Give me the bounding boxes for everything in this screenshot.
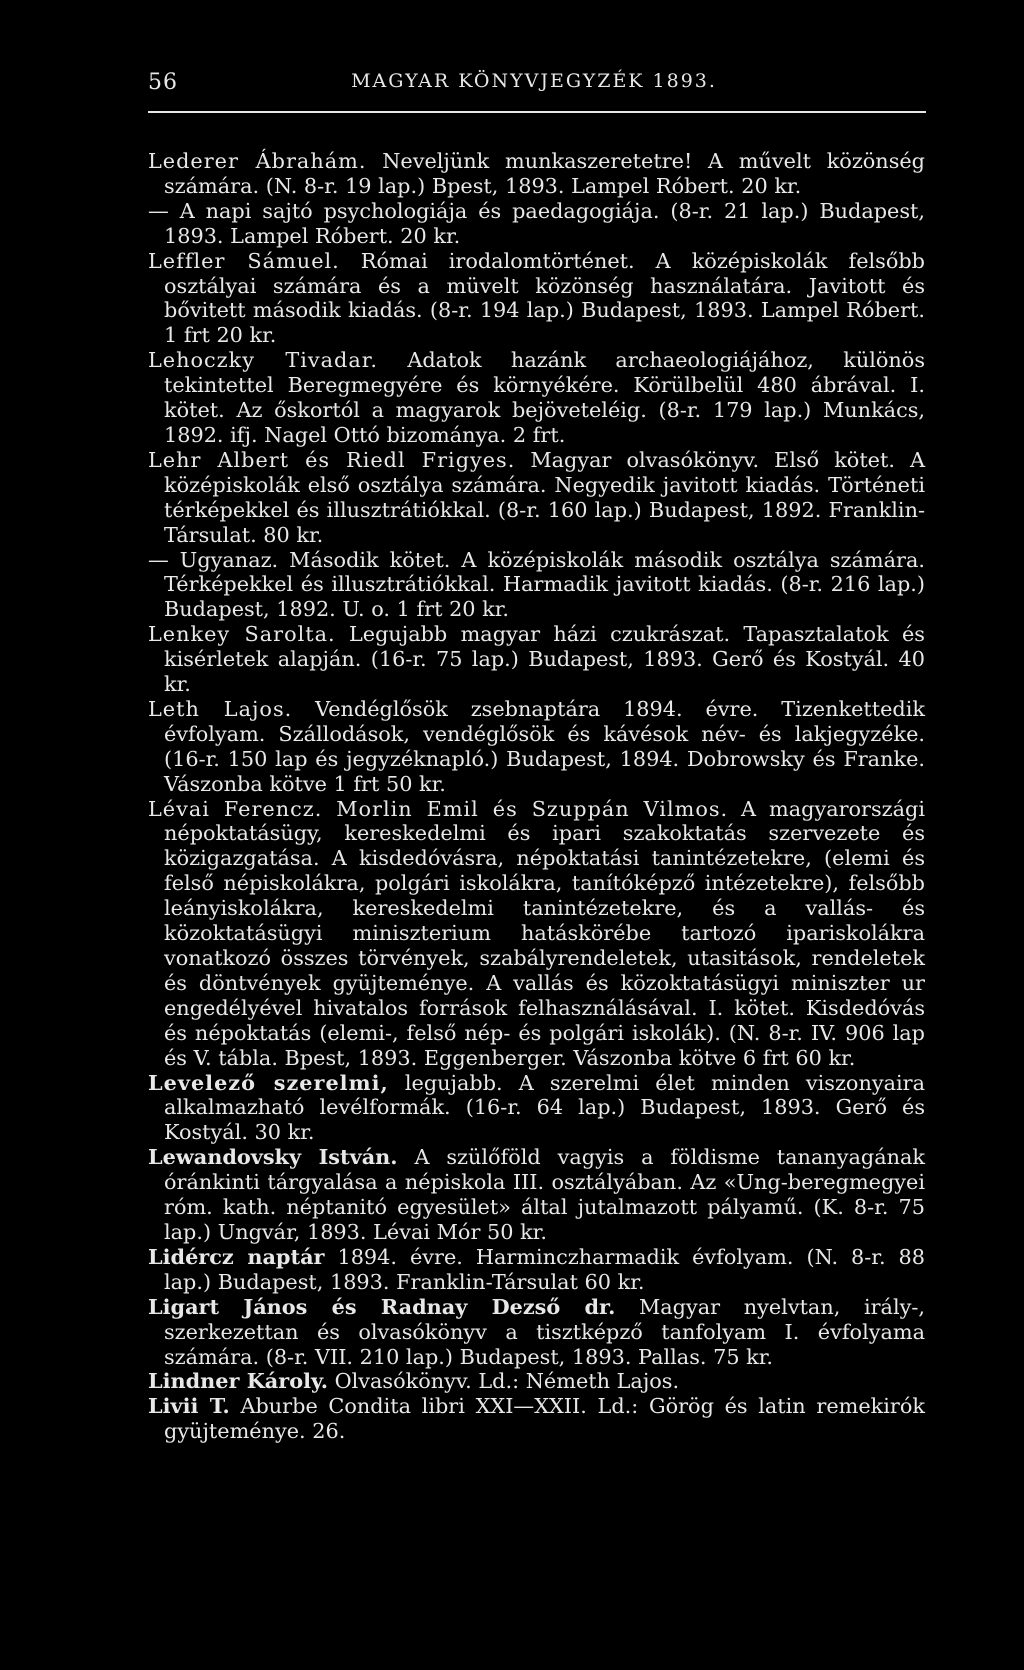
catalog-entry <box>148 548 925 623</box>
entry-author: Levelező szerelmi, <box>148 1069 389 1095</box>
entry-author: Lidércz naptár <box>148 1243 325 1269</box>
entry-text: Vendéglősök zsebnaptára 1894. évre. Tizenkettedik évfolyam. Szállodások, vendéglősök és kávésok név- és lakjegyzéke. (16-r. 150 lap és jegyzéknapló.) Budapest, 1894. Dobrowsky és Franke. Vászonba kötve 1 frt 50 kr. <box>164 696 925 796</box>
entry-author: Leffler Sámuel. <box>148 248 340 273</box>
entry-author: Leth Lajos. <box>148 696 293 721</box>
catalog-entry <box>148 249 925 349</box>
entry-author: — A napi sajtó psychologiája és paedagogiája. <box>148 198 660 223</box>
page-number: 56 <box>148 70 178 95</box>
catalog-entry <box>148 1071 925 1146</box>
entry-author: Lindner Károly. <box>148 1368 328 1394</box>
catalog-entry <box>148 797 925 1071</box>
entry-text: legujabb. A szerelmi élet minden viszonyaira alkalmazható levélformák. (16-r. 64 lap.) Budapest, 1893. Gerő és Kostyál. 30 kr. <box>164 1070 925 1145</box>
catalog-entry <box>148 199 925 249</box>
entry-text: (8-r. 21 lap.) Budapest, 1893. Lampel Róbert. 20 kr. <box>164 198 925 248</box>
catalog-entry <box>148 448 925 548</box>
catalog-entry <box>148 1394 925 1444</box>
entry-author: Ligart János és Radnay Dezső dr. <box>148 1293 616 1319</box>
catalog-entry <box>148 1369 925 1394</box>
entry-text: Aburbe Condita libri XXI—XXII. Ld.: Görög és latin remekirók gyüjteménye. 26. <box>164 1394 925 1444</box>
entry-author: Lehoczky Tivadar. <box>148 348 378 373</box>
entry-text: Második kötet. A középiskolák második osztálya számára. Térképekkel és illusztrátiókkal. Harmadik javitott kiadás. (8-r. 216 lap.) Budapest, 1892. U. o. 1 frt 20 kr. <box>164 547 925 622</box>
entry-author: Lederer Ábrahám. <box>148 149 367 173</box>
entry-author: Lévai Ferencz. Morlin Emil és Szuppán Vilmos. <box>148 796 729 821</box>
running-header <box>148 70 920 100</box>
entry-text: Adatok hazánk archaeologiájához, különös tekintettel Beregmegyére és környékére. Körülbelül 480 ábrával. I. kötet. Az őskortól a magyarok bejöveteléig. (8-r. 179 lap.) Munkács, 1892. ifj. Nagel Ottó bizománya. 2 frt. <box>164 348 926 447</box>
entry-author: — Ugyanaz. <box>148 547 279 572</box>
catalog-entry <box>148 149 925 199</box>
entry-text: Római irodalomtörténet. A középiskolák felsőbb osztályai számára és a müvelt közönség használatára. Javitott és bővitett második kiadás. (8-r. 194 lap.) Budapest, 1893. Lampel Róbert. 1 frt 20 kr. <box>164 248 925 348</box>
catalog-entry <box>148 1145 925 1245</box>
entry-text: Legujabb magyar házi czukrászat. Tapasztalatok és kisérletek alapján. (16-r. 75 lap.) Budapest, 1893. Gerő és Kostyál. 40 kr. <box>164 622 925 697</box>
entry-text: Olvasókönyv. Ld.: Németh Lajos. <box>327 1369 680 1394</box>
catalog-entry <box>148 697 925 797</box>
entry-text: Magyar olvasókönyv. Első kötet. A középiskolák első osztálya számára. Negyedik javitott kiadás. Történeti térképekkel és illusztrátiókkal. (8-r. 160 lap.) Budapest, 1892. Franklin-Társulat. 80 kr. <box>164 447 925 547</box>
running-title: MAGYAR KÖNYVJEGYZÉK 1893. <box>351 70 717 92</box>
entry-author: Lehr Albert és Riedl Frigyes. <box>148 447 516 472</box>
catalog-entry <box>148 348 925 448</box>
entry-author: Lewandovsky István. <box>148 1144 398 1170</box>
entry-text: A magyarországi népoktatásügy, kereskedelmi és ipari szakoktatás szervezete és közigazgatása. A kisdedóvásra, népoktatási tanintézetekre, (elemi és felső népiskolákra, polgári iskolákra, tanítóképző intézetekre), felsőbb leányiskolákra, kereskedelmi tanintézetekre, és a vallás- és közoktatásügyi miniszterium hatáskörébe tartozó ipariskolákra vonatkozó összes törvények, szabályrendeletek, utasitások, rendeletek és döntvények gyüjteménye. A vallás és közoktatásügyi miniszter ur engedélyével hivatalos források felhasználásával. I. kötet. Kisdedóvás és népoktatás (elemi-, felső nép- és polgári iskolák). (N. 8-r. IV. 906 lap és V. tábla. Bpest, 1893. Eggenberger. Vászonba kötve 6 frt 60 kr. <box>164 796 925 1070</box>
entry-text: A szülőföld vagyis a földisme tananyagának óránkinti tárgyalása a népiskola III. osztályában. Az «Ung-beregmegyei róm. kath. néptanitó egyesület» által jutalmazott pályamű. (K. 8-r. 75 lap.) Ungvár, 1893. Lévai Mór 50 kr. <box>164 1145 925 1244</box>
header-rule <box>148 111 926 113</box>
catalog-entry <box>148 622 925 697</box>
entry-author: Lenkey Sarolta. <box>148 622 336 647</box>
entry-text: 1894. évre. Harminczharmadik évfolyam. (N. 8-r. 88 lap.) Budapest, 1893. Franklin-Társulat 60 kr. <box>164 1244 925 1294</box>
catalog-entry <box>148 1245 925 1295</box>
entry-author: Livii T. <box>148 1393 230 1419</box>
entry-text: Neveljünk munkaszeretetre! A művelt közönség számára. (N. 8-r. 19 lap.) Bpest, 1893. Lampel Róbert. 20 kr. <box>164 149 925 198</box>
entry-text: Magyar nyelvtan, irály-, szerkezettan és olvasókönyv a tisztképző tanfolyam I. évfolyama számára. (8-r. VII. 210 lap.) Budapest, 1893. Pallas. 75 kr. <box>164 1294 925 1369</box>
catalog-entries <box>148 149 925 1444</box>
catalog-entry <box>148 1295 925 1370</box>
